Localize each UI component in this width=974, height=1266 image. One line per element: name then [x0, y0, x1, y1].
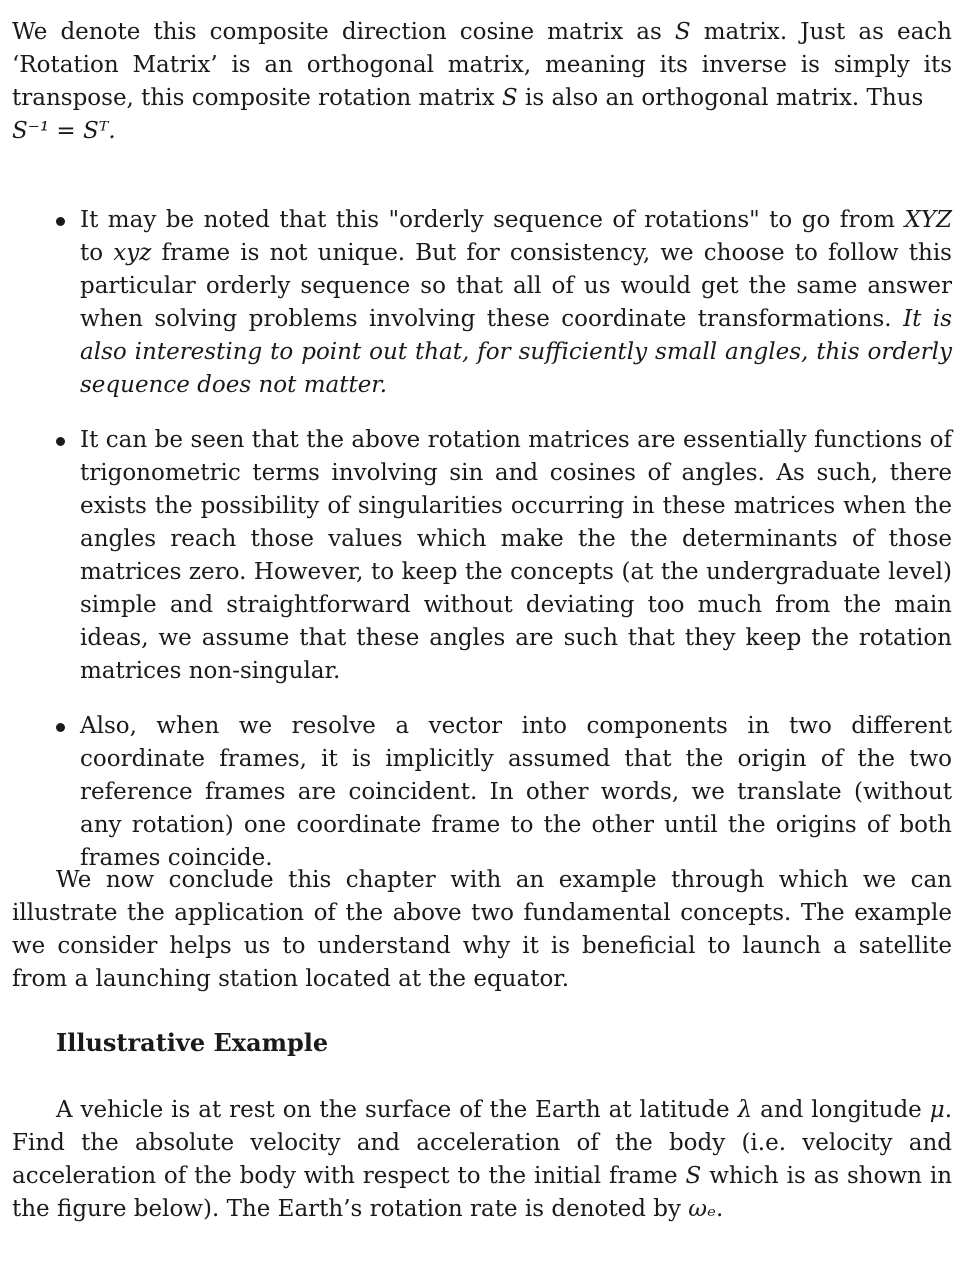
math-symbol: XYZ [904, 207, 952, 233]
intro-paragraph [12, 16, 952, 148]
intro-text-2: matrix. Just as each ‘Rotation Matrix’ is an orthogonal matrix, meaning its inverse is simply its transpose, this composite rotation matrix [12, 19, 952, 111]
conclusion-paragraph: We now conclude this chapter with an example through which we can illustrate the application of the above two fundamental concepts. The example we consider helps us to understand why it is beneficial to launch a satellite from a launching station located at the equator. [12, 867, 952, 992]
math-symbol: μ [929, 1097, 945, 1123]
example-text: . [715, 1196, 724, 1222]
list-item [80, 424, 952, 688]
list-item [80, 710, 952, 875]
example-text: and longitude [760, 1097, 922, 1123]
list-item [80, 204, 952, 402]
intro-text-1: We denote this composite direction cosine matrix as [12, 19, 662, 45]
bullet-text: It may be noted that this "orderly sequence of rotations" to go from [80, 207, 895, 233]
math-symbol: ωₑ [688, 1196, 716, 1222]
intro-text-3: is also an orthogonal matrix. Thus [524, 85, 924, 111]
section-heading: Illustrative Example [56, 1028, 329, 1057]
math-symbol: xyz [113, 240, 152, 266]
example-text: which is as shown in the figure below). The Earth’s rotation rate is denoted by [12, 1163, 953, 1222]
bullet-dot-icon [56, 437, 65, 446]
bullet-dot-icon [56, 217, 65, 226]
math-symbol: S [685, 1163, 702, 1189]
bullet-text: Also, when we resolve a vector into components in two different coordinate frames, it is implicitly assumed that the origin of the two reference frames are coincident. In other words, we translate (without any rotation) one coordinate frame to the other until the origins of both frames coincide. [80, 713, 952, 871]
math-symbol: S [674, 19, 691, 45]
example-text: . Find the absolute velocity and acceleration of the body (i.e. velocity and acceleration of the body with respect to the initial frame [12, 1097, 953, 1189]
bullet-text: It can be seen that the above rotation matrices are essentially functions of trigonometric terms involving sin and cosines of angles. As such, there exists the possibility of singularities occurring in these matrices when the angles reach those values which make the the determinants of those matrices zero. However, to keep the concepts (at the undergraduate level) simple and straightforward without deviating too much from the main ideas, we assume that these angles are such that they keep the rotation matrices non-singular. [80, 427, 952, 684]
bullet-text: to [80, 240, 104, 266]
bullet-text: frame is not unique. But for consistency, we choose to follow this particular orderly sequence so that all of us would get the same answer when solving problems involving these coordinate transformations. [80, 240, 952, 332]
inverse-transpose-equation: S⁻¹ = Sᵀ. [12, 118, 116, 144]
bullet-dot-icon [56, 723, 65, 732]
math-symbol: λ [737, 1097, 753, 1123]
example-text: A vehicle is at rest on the surface of the Earth at latitude [56, 1097, 730, 1123]
bullet-italic-note: It is also interesting to point out that, for sufficiently small angles, this orderly sequence does not matter. [80, 306, 953, 398]
example-paragraph [12, 1094, 952, 1226]
math-symbol: S [501, 85, 518, 111]
